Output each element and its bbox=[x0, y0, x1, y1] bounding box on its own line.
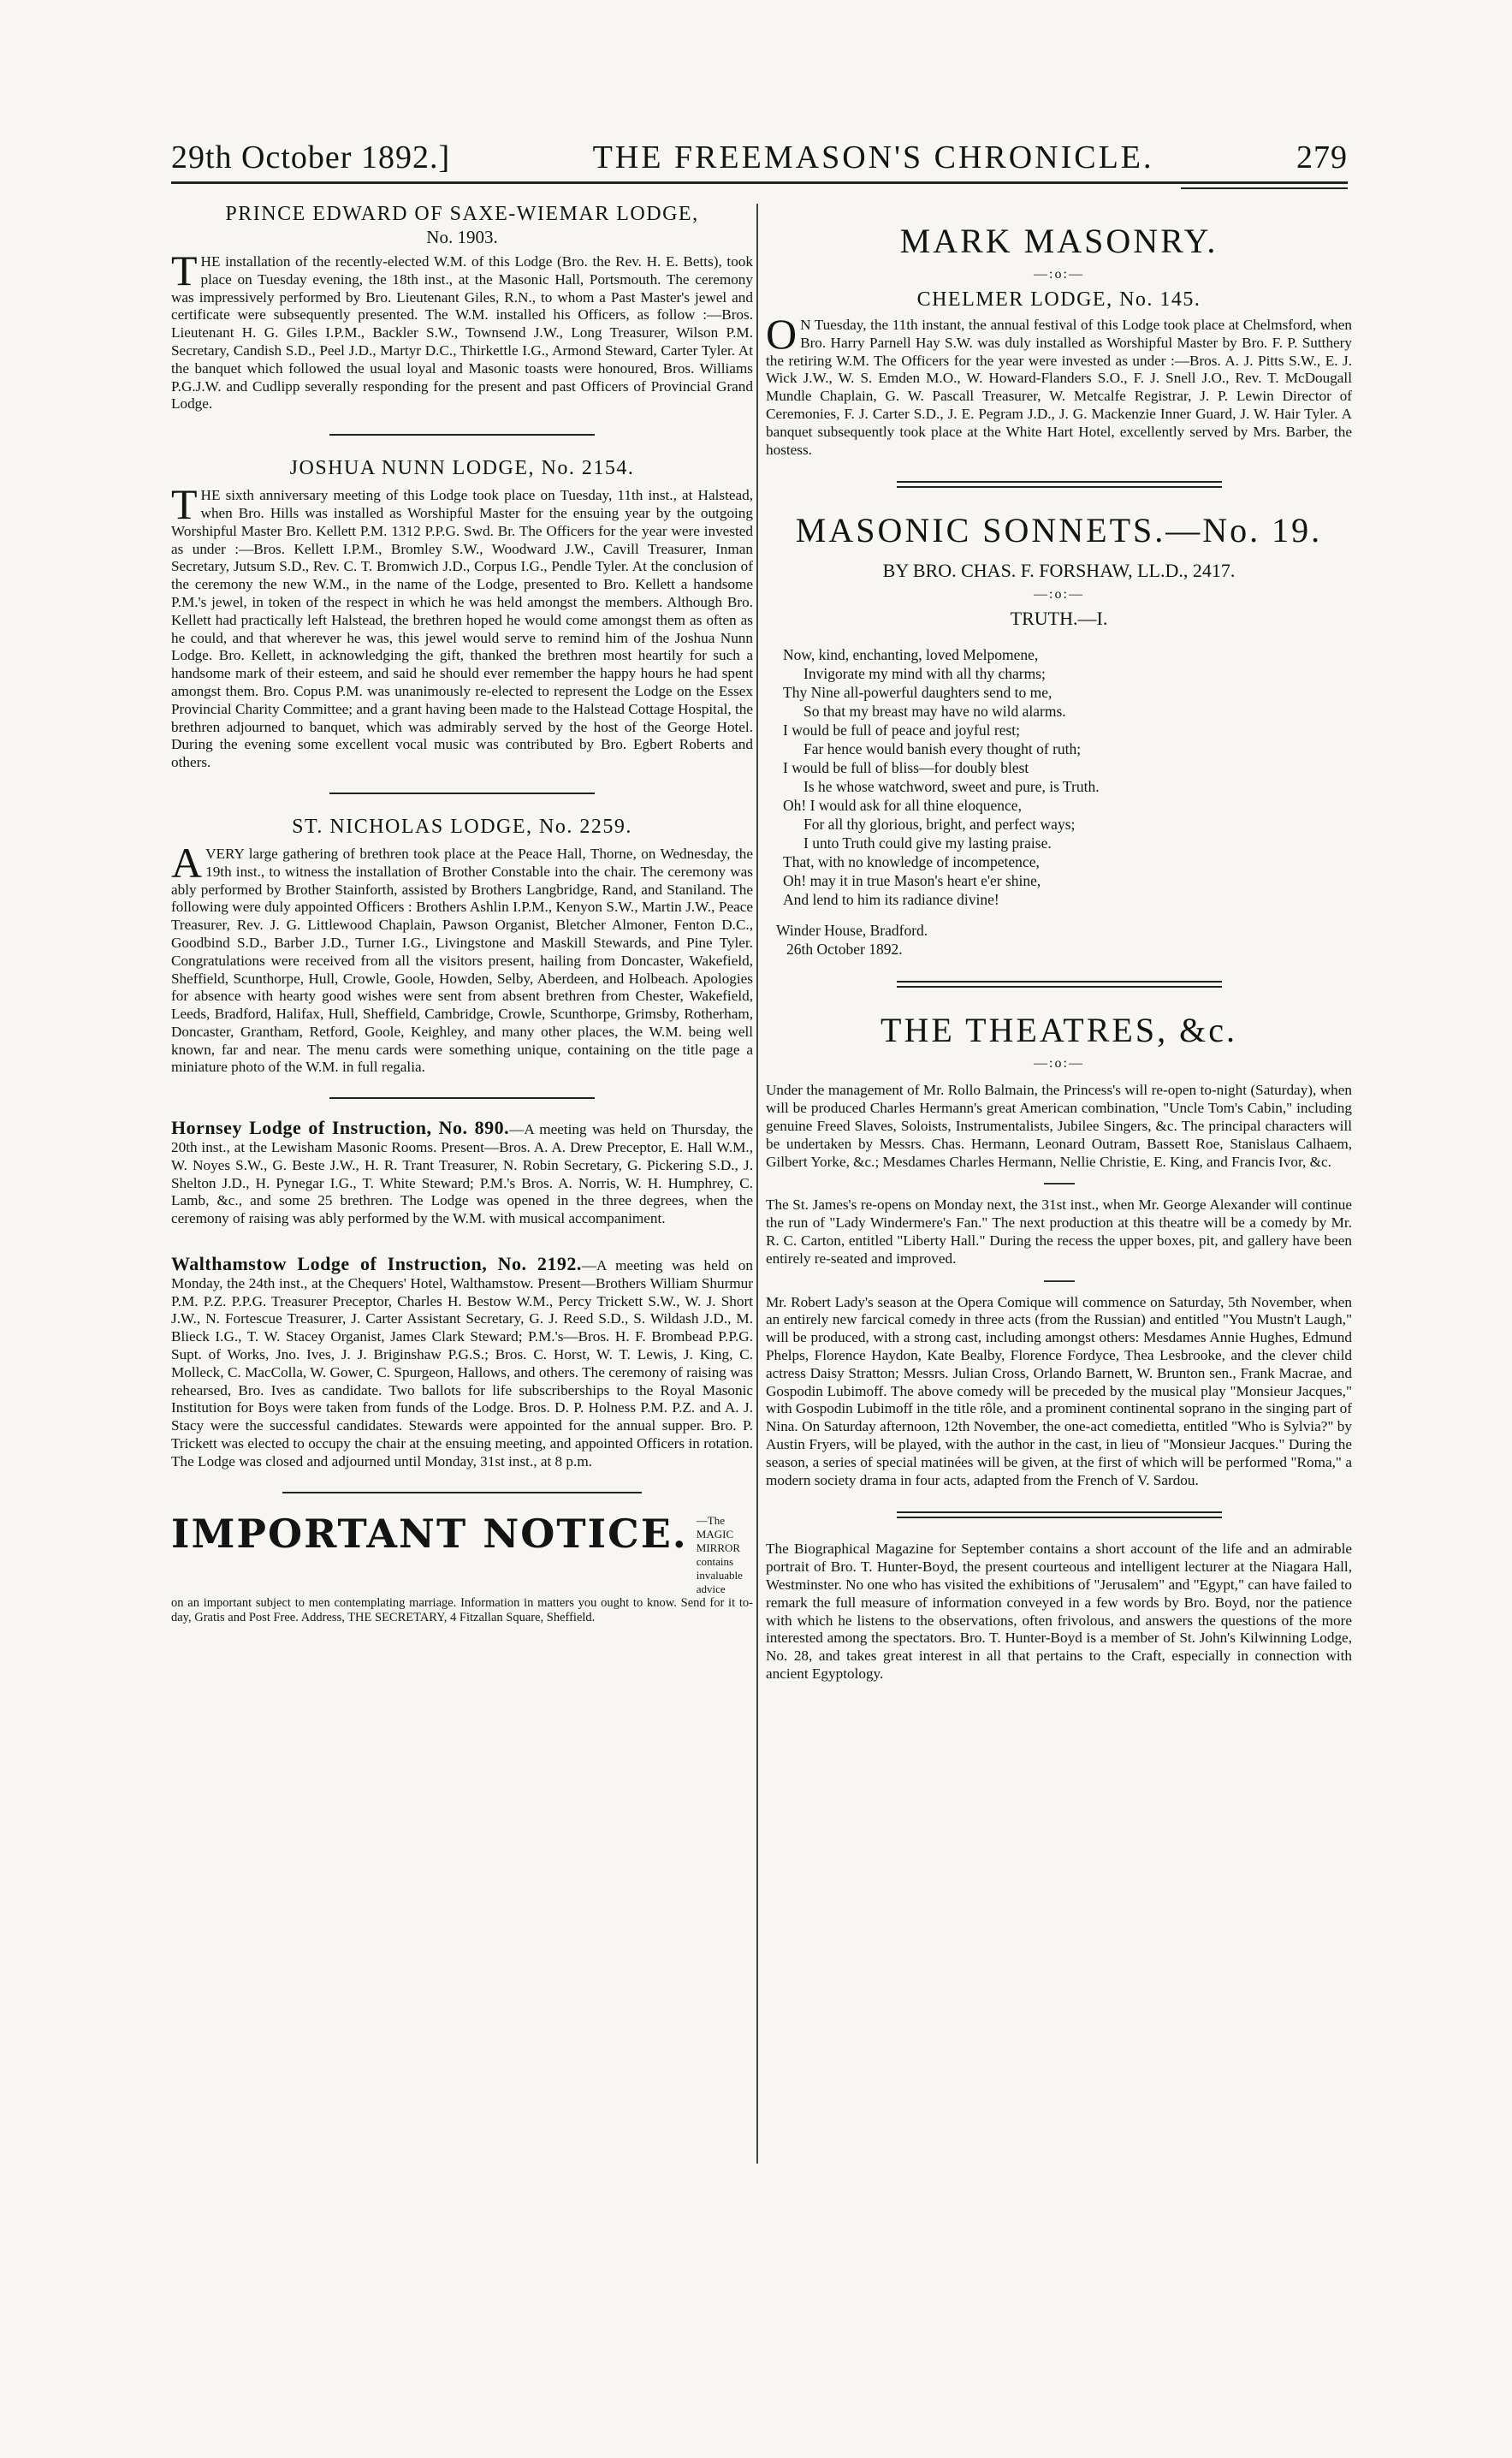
ornament: —:o:— bbox=[1034, 587, 1084, 603]
article-walthamstow bbox=[171, 1253, 753, 1471]
lodge-title: CHELMER LODGE, No. 145. bbox=[916, 288, 1201, 311]
article-body: —A meeting was held on Monday, the 24th inst., at the Chequers' Hotel, Walthamstow. Present—Brothers William Shurmur P.M. P.Z. P.P.G. Treasurer Preceptor, Charles H. Bestow W.M., Percy Trickett S.W., W. J. Short J.W., N. Fortescue Treasurer, J. Carter Assistant Secretary, G. J. Reed S.D., S. Wildash J.D., M. Blieck I.G., T. W. Stacey Organist, James Clark Steward; P.M.'s—Bros. H. F. Brombead P.P.G. Supt. of Works, Jno. Ives, J. J. Briginshaw P.G.S.; Bros. C. Horst, W. T. Lewis, J. King, C. Molleck, C. MacColla, W. Gower, C. Spurgeon, Hallows, and others. The ceremony of raising was rehearsed, Bro. Ives as candidate. Two ballots for life subscriberships to the Royal Masonic Institution for Boys were taken from funds of the Lodge. Bros. D. P. Holness P.M. P.Z. and A. J. Stacy were the successful candidates. Stewards were appointed for the annual supper. Bro. P. Trickett was elected to occupy the chair at the ensuing meeting, and appointed Officers in rotation. The Lodge was closed and adjourned until Monday, 31st inst., at 8 p.m. bbox=[171, 1257, 753, 1469]
poem-title: TRUTH.—I. bbox=[1010, 608, 1108, 630]
page-number: 279 bbox=[1296, 140, 1348, 175]
article-number: No. 1903. bbox=[426, 227, 498, 247]
article-joshua-nunn bbox=[171, 456, 753, 772]
ornament: —:o:— bbox=[1034, 267, 1084, 282]
poem-line: Oh! I would ask for all thine eloquence, bbox=[783, 797, 1022, 815]
article-theatres bbox=[766, 1010, 1352, 1489]
header-rule-short bbox=[1181, 187, 1348, 189]
article-prince-edward bbox=[171, 202, 753, 413]
poem-line: Far hence would banish every thought of ruth; bbox=[803, 740, 1082, 758]
section-separator bbox=[897, 1511, 1222, 1518]
article-biographical bbox=[766, 1541, 1352, 1683]
poem-line: Now, kind, enchanting, loved Melpomene, bbox=[783, 646, 1039, 664]
advert-aside: —The MAGIC MIRROR contains invaluable advice bbox=[696, 1513, 743, 1595]
article-paragraph: The St. James's re-opens on Monday next, the 31st inst., when Mr. George Alexander will continue the run of "Lady Windermere's Fan." The next production at this theatre will be a comedy by Mr. R. C. Carton, entitled "Liberty Hall." During the recess the upper boxes, pit, and gallery have been entirely re-seated and improved. bbox=[766, 1196, 1352, 1267]
article-paragraph: Mr. Robert Lady's season at the Opera Comique will commence on Saturday, 5th November, when an entirely new farcical comedy in three acts (from the Russian) and entitled "You Mustn't Laugh," will be produced, with a strong cast, including amongst others: Mesdames Annie Hughes, Edmund Phelps, Florence Haydon, Kate Bealby, Florence Fordyce, Thea Lesbrooke, and the clever child actress Daisy Stratton; Messrs. Julian Cross, Orlando Barnett, W. Brunton sen., Frank Macrae, and Gospodin Lubimoff. The above comedy will be preceded by the musical play "Monsieur Jacques," with Gospodin Lubimoff in the title rôle, and a prominent continental soprano in the singing part of Nina. On Saturday afternoon, 12th November, the one-act comedietta, entitled "Who is Sylvia?" by Austin Fryers, will be played, with the author in the cast, in lieu of "Monsieur Jacques." During the season, a series of special matinées will be given, at the first of which will be performed "Roma," a modern society drama in four acts, adapted from the French of V. Sardou. bbox=[766, 1293, 1352, 1488]
poem-line: Invigorate my mind with all thy charms; bbox=[803, 665, 1046, 683]
advert-notice bbox=[171, 1510, 753, 1625]
article-title: JOSHUA NUNN LODGE, No. 2154. bbox=[289, 457, 635, 480]
article-st-nicholas bbox=[171, 815, 753, 1077]
header-rule bbox=[171, 181, 1348, 184]
article-paragraph: The Biographical Magazine for September contains a short account of the life and an admirable portrait of Bro. T. Hunter-Boyd, the present courteous and intelligent lecturer at the Niagara Hall, Westminster. No one who has visited the exhibitions of "Jerusalem" and "Egypt," can have failed to remark the full measure of information conveyed in a few words by Bro. Boyd, nor the patience with which he listens to the observations, often frivolous, and answers the questions of the more interested among the spectators. Bro. T. Hunter-Boyd is a member of St. John's Kilwinning Lodge, No. 28, and takes great interest in all that pertains to the Craft, especially in connection with ancient Egyptology. bbox=[766, 1541, 1352, 1682]
section-separator bbox=[897, 981, 1222, 988]
section-title: MARK MASONRY. bbox=[899, 222, 1218, 260]
poem bbox=[783, 645, 1352, 909]
article-mark-masonry bbox=[766, 221, 1352, 459]
advert-headline: IMPORTANT NOTICE. bbox=[171, 1510, 688, 1557]
section-separator bbox=[329, 1097, 595, 1099]
paragraph-separator bbox=[1044, 1280, 1075, 1282]
article-body: THE installation of the recently-elected W.M. of this Lodge (Bro. the Rev. H. E. Betts), took place on Tuesday evening, the 18th inst., at the Masonic Hall, Portsmouth. The ceremony was impressively performed by Bro. Lieutenant Giles, R.N., to whom a Past Master's jewel and certificate were subsequently presented. The W.M. installed his Officers, as follow :—Bros. Lieutenant H. G. Giles I.P.M., Backler S.W., Townsend J.W., Long Treasurer, Wilson P.M. Secretary, Candish S.D., Peel J.D., Martyr D.C., Thirkettle I.G., Armond Steward, Carter Tyler. At the banquet which followed the usual loyal and Masonic toasts were honoured, Bros. Williams P.G.J.W. and Cudlipp severally responding for the present and past Officers of Provincial Grand Lodge. bbox=[171, 246, 753, 413]
publication-title: THE FREEMASON'S CHRONICLE. bbox=[592, 140, 1154, 175]
section-title: MASONIC SONNETS.—No. 19. bbox=[795, 511, 1323, 550]
poem-place: Winder House, Bradford. bbox=[776, 922, 928, 940]
byline: BY BRO. CHAS. F. FORSHAW, LL.D., 2417. bbox=[882, 560, 1236, 582]
section-separator bbox=[329, 793, 595, 794]
article-body: AVERY large gathering of brethren took place at the Peace Hall, Thorne, on Wednesday, the 19th inst., to witness the installation of Brother Constable into the chair. The ceremony was ably performed by Brother Stainforth, assisted by Brothers Langbridge, Rand, and Staniland. The following were duly appointed Officers : Brothers Ashlin I.P.M., Kenyon S.W., Martin J.W., Peace Treasurer, Rev. J. G. Littlewood Chaplain, Pawson Organist, Bletcher Almoner, Fenton D.C., Goodbind S.D., Barber J.D., Turner I.G., Livingstone and Maskill Stewards, and Pine Tyler. Congratulations were received from all the visitors present, hailing from Doncaster, Wakefield, Sheffield, Scunthorpe, Hull, Crowle, Goole, Howden, Selby, Aberdeen, and Holbeach. Apologies for absence with hearty good wishes were sent from absent brethren from Chester, Wakefield, Leeds, Bradford, Halifax, Hull, Sheffield, Cambridge, Crowle, Scunthorpe, Grimsby, Rotherham, Doncaster, Grantham, Retford, Goole, Keighley, and many other places, the W.M. being well known, far and near. The menu cards were something unique, containing on the title page a miniature photo of the W.M. in full regalia. bbox=[171, 838, 753, 1076]
masthead bbox=[171, 128, 1348, 176]
article-hornsey bbox=[171, 1119, 753, 1228]
poem-line: I would be full of peace and joyful rest; bbox=[783, 721, 1020, 739]
poem-line: For all thy glorious, bright, and perfect ways; bbox=[803, 816, 1076, 834]
poem-line: So that my breast may have no wild alarms. bbox=[803, 703, 1066, 721]
article-body: —A meeting was held on Thursday, the 20th inst., at the Lewisham Masonic Rooms. Present—Bros. A. A. Drew Preceptor, E. Hall W.M., W. Noyes S.W., G. Beste J.W., H. R. Trant Treasurer, N. Robin Secretary, G. Pickering S.D., J. Shelton J.D., H. Pynegar I.G., T. White Steward; P.M.'s Bros. A. Norris, W. H. Humphrey, C. Lamb, &c., and some 25 brethren. The Lodge was opened in the three degrees, when the ceremony of raising was ably performed by the W.M. with musical accompaniment. bbox=[171, 1121, 754, 1227]
article-heading: Hornsey Lodge of Instruction, No. 890. bbox=[171, 1117, 510, 1139]
article-body: ON Tuesday, the 11th instant, the annual festival of this Lodge took place at Chelmsford, when Bro. Harry Parnell Hay S.W. was duly installed as Worshipful Master by Bro. F. P. Sutthery the retiring W.M. The Officers for the year were invested as under :—Bros. A. J. Pitts S.W., E. J. Wick J.W., W. S. Emden M.O., W. Howard-Flanders S.O., F. J. Snell J.O., Rev. T. McDougall Mundle Chaplain, G. W. Pascall Treasurer, W. Metcalfe Registrar, J. P. Lewin Director of Ceremonies, F. J. Carter S.D., J. E. Pegram J.D., J. G. Mackenzie Inner Guard, J. W. Hair Tyler. A banquet subsequently took place at the White Hart Hotel, excellently served by Mrs. Barber, the hostess. bbox=[766, 310, 1352, 458]
poem-line: Oh! may it in true Mason's heart e'er shine, bbox=[783, 872, 1041, 890]
article-paragraph: Under the management of Mr. Rollo Balmain, the Princess's will re-open to-night (Saturday), when will be produced Charles Hermann's great American combination, "Uncle Tom's Cabin," including genuine Freed Slaves, Soloists, Instrumentalists, Jubilee Singers, &c. The principal characters will be undertaken by Messrs. Chas. Hermann, Leonard Outram, Bassett Roe, Stanislaus Calhaem, Gilbert Yorke, &c.; Mesdames Charles Hermann, Nellie Christie, E. King, and Francis Ivor, &c. bbox=[766, 1082, 1352, 1170]
section-separator bbox=[897, 481, 1222, 488]
section-separator bbox=[282, 1492, 642, 1493]
left-column bbox=[171, 202, 753, 1625]
article-title: PRINCE EDWARD OF SAXE-WIEMAR LODGE, bbox=[225, 203, 699, 225]
column-divider bbox=[756, 204, 758, 2164]
issue-date: 29th October 1892.] bbox=[171, 140, 451, 175]
article-sonnets bbox=[766, 510, 1352, 959]
paragraph-separator bbox=[1044, 1183, 1075, 1184]
section-title: THE THEATRES, &c. bbox=[881, 1011, 1237, 1050]
right-column bbox=[766, 202, 1352, 1683]
poem-date: 26th October 1892. bbox=[786, 941, 903, 959]
article-body: THE sixth anniversary meeting of this Lodge took place on Tuesday, 11th inst., at Halstead, when Bro. Hills was installed as Worshipful Master for the ensuing year by the outgoing Worshipful Master Bro. Kellett P.M. 1312 P.P.G. Swd. Br. The Officers for the year were invested as under :—Bros. Kellett I.P.M., Bromley S.W., Woodward J.W., Cavill Treasurer, Inman Secretary, Jutsum S.D., Rev. C. T. Bromwich J.D., Corpus I.G., Pendle Tyler. At the conclusion of the ceremony the new W.M., in the name of the Lodge, presented to Bro. Kellett a handsome P.M.'s jewel, in token of the respect in which he was held amongst the members. Although Bro. Kellett had practically left Halstead, the brethren hoped he would come amongst them as often as he could, and that wherever he was, this jewel would serve to remind him of the Joshua Nunn Lodge. Bro. Kellett, in acknowledging the gift, thanked the brethren most heartily for such a handsome mark of their esteem, and said he should ever remember the happy hours he had spent amongst them. Bro. Copus P.M. was unanimously re-elected to represent the Lodge on the Essex Provincial Charity Committee; and a grant having been made to the Halstead Cottage Hospital, the brethren adjourned to banquet, which was admirably served by the host of the George Hotel. During the evening some excellent vocal music was contributed by Bro. Egbert Roberts and others. bbox=[171, 480, 753, 771]
advert-body: on an important subject to men contemplating marriage. Information in matters you ought to know. Send for it to-day, Gratis and Post Free. Address, THE SECRETARY, 4 Fitzallan Square, Sheffield. bbox=[171, 1595, 753, 1624]
poem-line: That, with no knowledge of incompetence, bbox=[783, 853, 1040, 871]
article-heading: Walthamstow Lodge of Instruction, No. 2192. bbox=[171, 1253, 582, 1275]
poem-line: I would be full of bliss—for doubly blest bbox=[783, 759, 1029, 777]
poem-line: I unto Truth could give my lasting praise. bbox=[803, 834, 1052, 852]
poem-line: And lend to him its radiance divine! bbox=[783, 891, 999, 909]
poem-line: Thy Nine all-powerful daughters send to me, bbox=[783, 684, 1052, 702]
article-title: ST. NICHOLAS LODGE, No. 2259. bbox=[292, 815, 632, 838]
section-separator bbox=[329, 434, 595, 436]
poem-line: Is he whose watchword, sweet and pure, is Truth. bbox=[803, 778, 1100, 796]
ornament: —:o:— bbox=[1034, 1056, 1084, 1072]
